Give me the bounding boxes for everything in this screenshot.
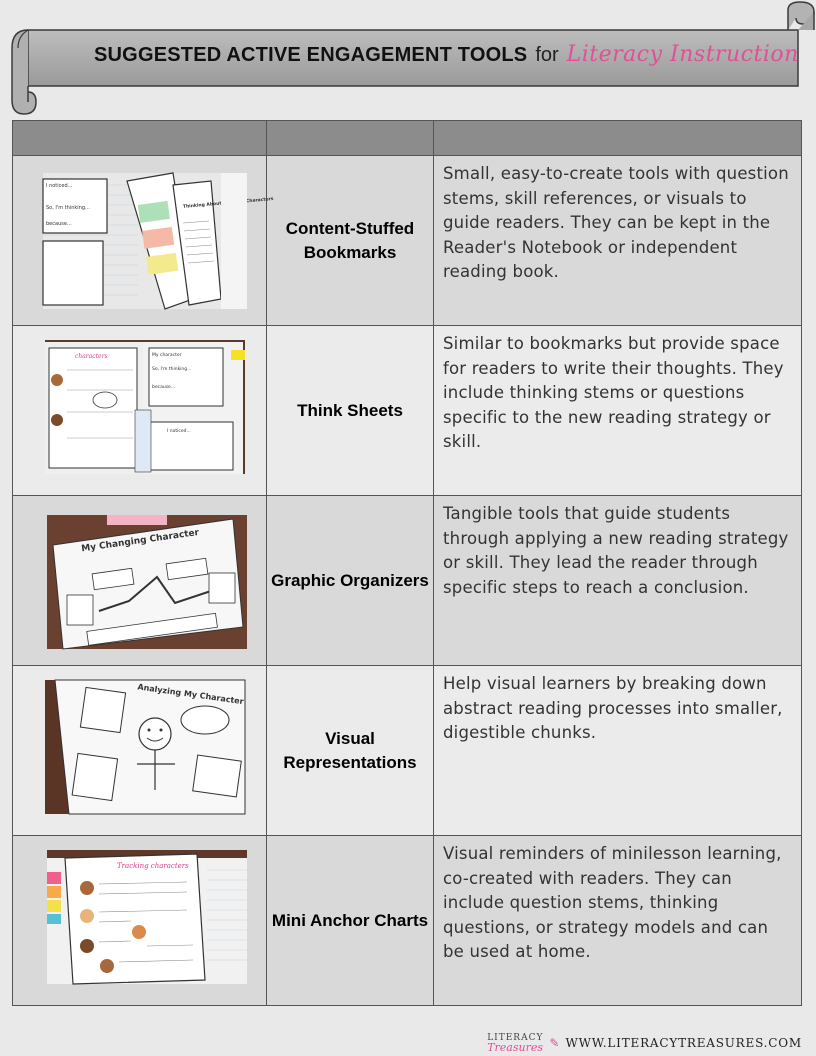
logo-text-bottom: Treasures: [487, 1041, 544, 1054]
sheet-text: characters: [75, 353, 108, 360]
thumb-cell: [13, 496, 267, 666]
banner-title: [94, 42, 799, 72]
table-header-row: [13, 121, 802, 156]
bookmark-text: I noticed...: [46, 183, 73, 189]
literacy-treasures-logo: [487, 1034, 543, 1052]
sheet-text: So, I'm thinking...: [152, 367, 192, 372]
sheet-text: My character: [152, 353, 182, 358]
footer-branding: [487, 1030, 802, 1056]
tool-description-cell: Small, easy-to-create tools with question stems, skill references, or visuals to guide readers. They can be kept in the Reader's Notebook or independent reading book.: [434, 156, 802, 326]
table-row: [13, 326, 802, 496]
think-sheets-photo: [45, 340, 245, 474]
tool-description-cell: Visual reminders of minilesson learning, co-created with readers. They can include question stems, thinking questions, or strategy models and can be used at home.: [434, 836, 802, 1006]
table-row: [13, 836, 802, 1006]
anchor-chart-photo: [47, 850, 247, 984]
tool-name-cell: Graphic Organizers: [267, 496, 434, 666]
table-row: [13, 496, 802, 666]
banner-title-script: Literacy Instruction: [566, 42, 799, 67]
visual-rep-title: Analyzing My Character: [136, 682, 245, 707]
table-row: [13, 156, 802, 326]
tool-description-cell: Help visual learners by breaking down abstract reading processes into smaller, digestible chunks.: [434, 666, 802, 836]
tool-name-cell: Think Sheets: [267, 326, 434, 496]
bookmarks-photo: [43, 173, 274, 309]
tool-name-cell: Mini Anchor Charts: [267, 836, 434, 1006]
sheet-text: because...: [152, 385, 176, 390]
pencil-icon: ✎: [549, 1036, 560, 1050]
website-url: WWW.LITERACYTREASURES.COM: [565, 1036, 802, 1050]
header-cell-tool: [267, 121, 434, 156]
banner-title-for: for: [535, 44, 559, 66]
tool-description-cell: Tangible tools that guide students through applying a new reading strategy or skill. They lead the reader through specific steps to reach a conclusion.: [434, 496, 802, 666]
organizer-title: My Changing Character: [80, 527, 200, 555]
thumb-cell: [13, 156, 274, 326]
anchor-chart-title: Tracking characters: [117, 862, 189, 870]
sheet-text: I noticed...: [167, 429, 191, 434]
tool-name-cell: Visual Representations: [267, 666, 434, 836]
header-cell-description: [434, 121, 802, 156]
banner-title-main: SUGGESTED ACTIVE ENGAGEMENT TOOLS: [94, 44, 528, 66]
header-cell-image: [13, 121, 267, 156]
bookmark-text: because...: [46, 221, 72, 227]
thumb-cell: [13, 326, 267, 496]
tool-name-cell: Content-Stuffed Bookmarks: [267, 156, 434, 326]
bookmark-text: Thinking About Characters: [182, 196, 274, 210]
graphic-organizer-photo: [47, 515, 247, 649]
tool-description-cell: Similar to bookmarks but provide space for readers to write their thoughts. They include thinking stems or questions specific to the new reading strategy or skill.: [434, 326, 802, 496]
bookmark-text: So, I'm thinking...: [46, 205, 90, 211]
table-row: [13, 666, 802, 836]
engagement-tools-table: [12, 120, 802, 1006]
logo-text-top: LITERACY: [487, 1033, 544, 1043]
thumb-cell: [13, 836, 267, 1006]
title-banner: [8, 0, 816, 116]
thumb-cell: [13, 666, 267, 836]
visual-representation-photo: [45, 680, 245, 814]
